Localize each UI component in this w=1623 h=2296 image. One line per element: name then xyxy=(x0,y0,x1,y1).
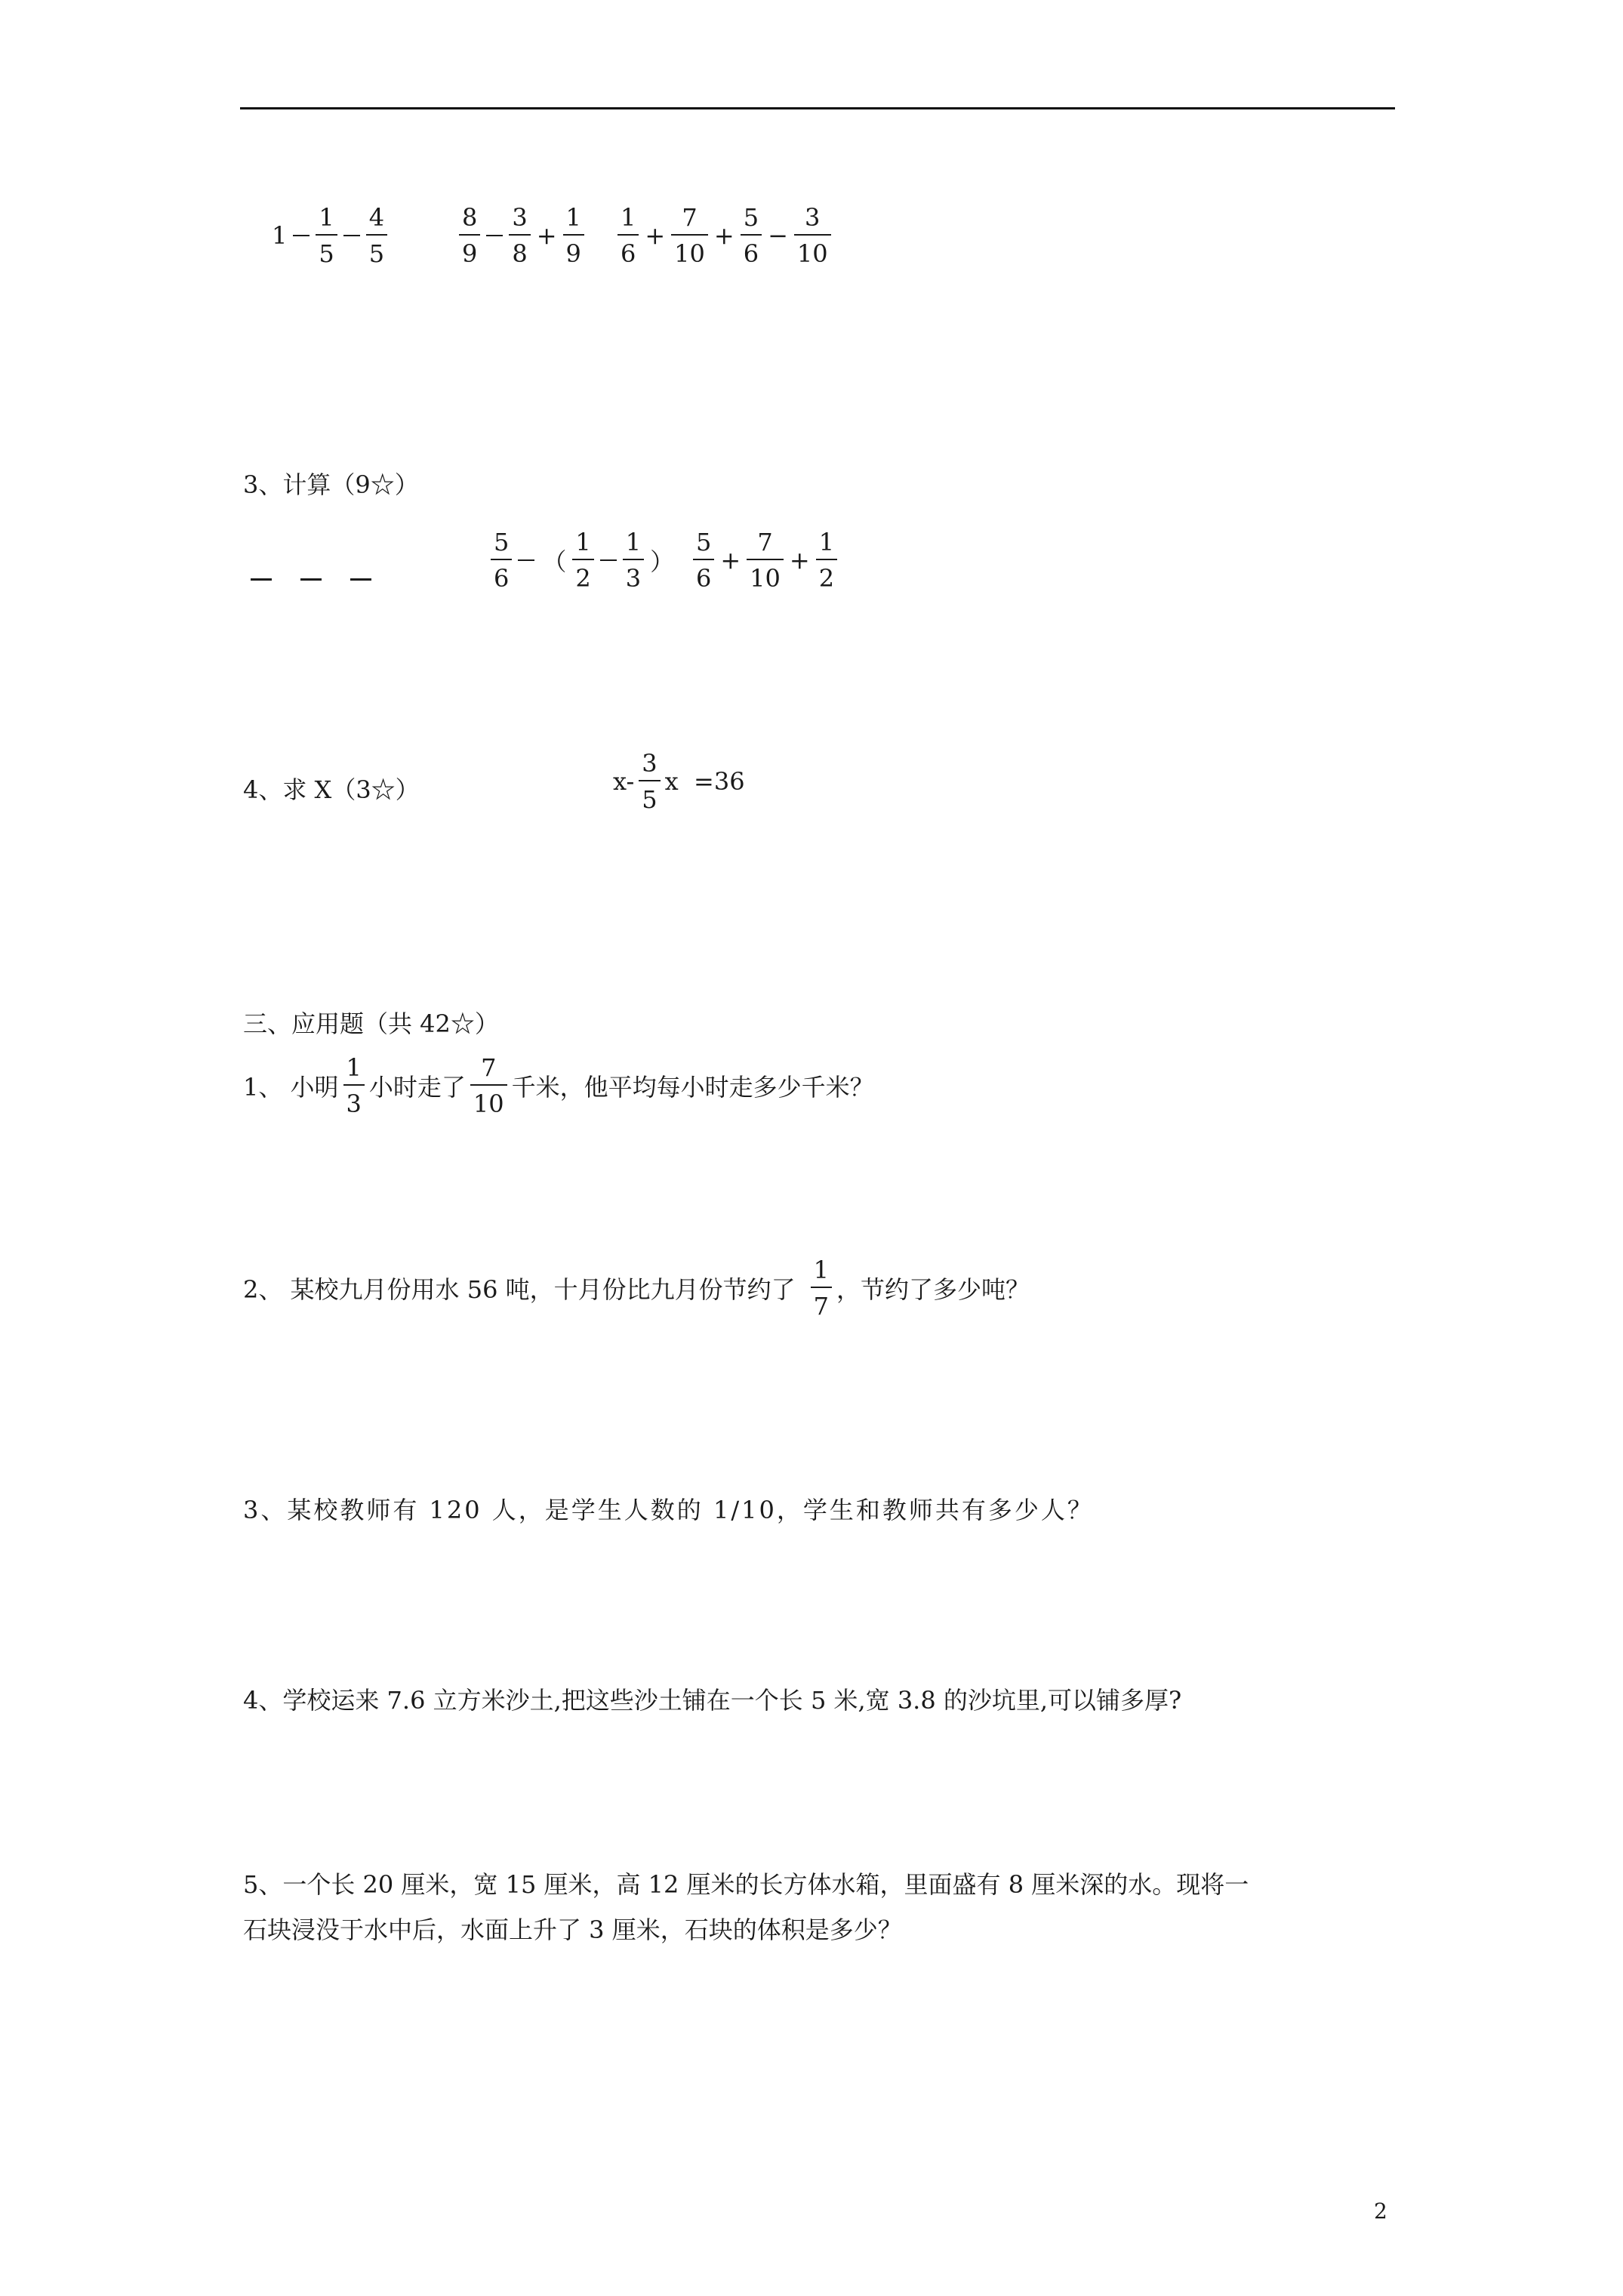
plus-sign: + xyxy=(789,546,810,575)
p2-text-b: ，节约了多少吨？ xyxy=(836,1275,1030,1304)
fraction: $\frac{3}{10}$ xyxy=(794,205,831,266)
close-paren: ） xyxy=(650,547,675,576)
fraction: $\frac{1}{3}$ xyxy=(623,530,644,590)
fraction: $\frac{5}{6}$ xyxy=(491,530,512,590)
minus-sign: − xyxy=(768,221,788,250)
q3-heading: 3、计算（9☆） xyxy=(243,470,419,499)
eq-lead: x- xyxy=(613,767,635,796)
fraction: $\frac{1}{5}$ xyxy=(316,205,337,266)
p1-text-c: 千米，他平均每小时走多少千米？ xyxy=(511,1073,874,1102)
p1-text-a: 1、 小明 xyxy=(243,1073,339,1102)
fraction: $\frac{1}{6}$ xyxy=(617,205,639,266)
header-rule xyxy=(240,107,1395,109)
q4-heading: 4、求 X（3☆） xyxy=(243,775,420,804)
problem-4: 4、学校运来 7.6 立方米沙土,把这些沙土铺在一个长 5 米,宽 3.8 的沙坑里,可以铺多厚? xyxy=(243,1686,1182,1715)
fraction: $\frac{1}{2}$ xyxy=(816,530,837,590)
plus-sign: + xyxy=(645,221,666,250)
eq-tail: x =36 xyxy=(664,767,745,796)
expr1-lead: 1 xyxy=(272,221,288,250)
fraction: $\frac{1}{2}$ xyxy=(572,530,593,590)
open-paren: （ xyxy=(542,547,567,576)
fraction: $\frac{1}{7}$ xyxy=(811,1258,832,1318)
p2-text-a: 2、 某校九月份用水 56 吨，十月份比九月份节约了 xyxy=(243,1275,796,1304)
fraction: $\frac{3}{8}$ xyxy=(509,205,530,266)
section3-heading: 三、应用题（共 42☆） xyxy=(243,1009,499,1038)
plus-sign: + xyxy=(720,546,741,575)
fraction: $\frac{7}{10}$ xyxy=(671,205,708,266)
problem-3: 3、某校教师有 120 人，是学生人数的 1/10，学生和教师共有多少人？ xyxy=(243,1496,1094,1524)
q3-expression-3 xyxy=(693,528,837,593)
expression-2 xyxy=(459,205,584,266)
expression-1 xyxy=(272,205,387,266)
fraction: $\frac{1}{9}$ xyxy=(563,205,584,266)
minus-sign xyxy=(343,235,360,236)
problem-1 xyxy=(243,1053,874,1118)
fraction: $\frac{1}{3}$ xyxy=(343,1056,365,1116)
minus-sign xyxy=(600,559,617,561)
fraction: $\frac{4}{5}$ xyxy=(366,205,387,266)
q4-equation xyxy=(613,751,745,812)
blank-dashes xyxy=(251,569,400,584)
fraction: $\frac{7}{10}$ xyxy=(470,1056,507,1116)
minus-sign xyxy=(293,235,310,236)
plus-sign: + xyxy=(713,221,735,250)
fraction: $\frac{8}{9}$ xyxy=(459,205,480,266)
page-number: 2 xyxy=(1374,2199,1387,2224)
fraction: $\frac{3}{5}$ xyxy=(639,751,660,812)
problem-5-line-2: 石块浸没于水中后，水面上升了 3 厘米，石块的体积是多少？ xyxy=(243,1915,902,1944)
fraction: $\frac{5}{6}$ xyxy=(741,205,762,266)
p1-text-b: 小时走了 xyxy=(368,1073,466,1102)
q3-expression-2 xyxy=(491,528,676,593)
minus-sign xyxy=(518,559,534,561)
fraction: $\frac{7}{10}$ xyxy=(747,530,784,590)
fraction: $\frac{5}{6}$ xyxy=(693,530,714,590)
problem-5-line-1: 5、一个长 20 厘米，宽 15 厘米，高 12 厘米的长方体水箱，里面盛有 8 厘米深的水。现将一 xyxy=(243,1870,1249,1899)
plus-sign: + xyxy=(536,221,557,250)
expression-3 xyxy=(617,205,831,266)
problem-2 xyxy=(243,1256,1030,1321)
minus-sign xyxy=(486,235,503,236)
